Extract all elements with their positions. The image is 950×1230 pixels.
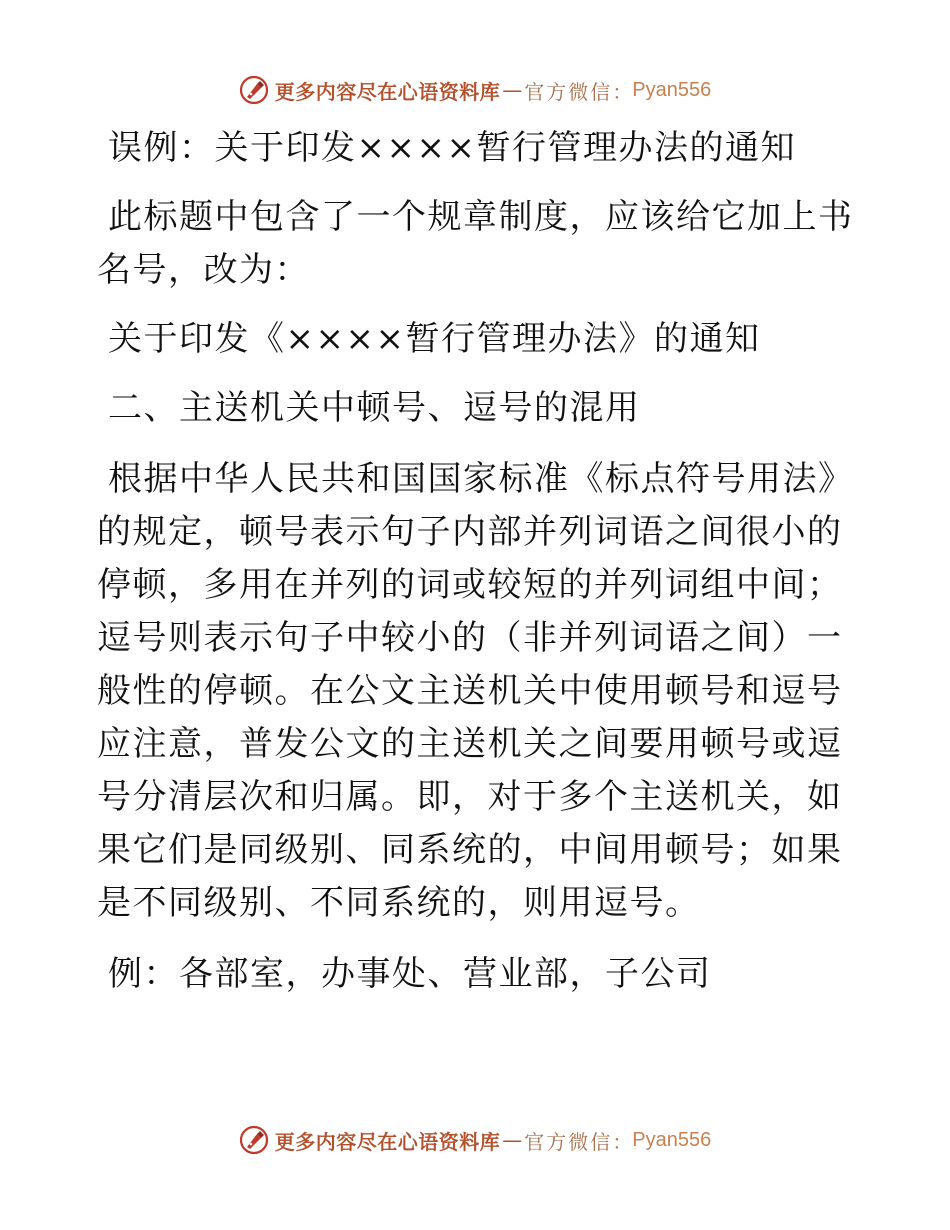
watermark-official-text: 官方微信 <box>524 1129 613 1154</box>
document-body <box>97 122 857 1001</box>
watermark-site-text: 更多内容尽在心语资料库 <box>274 79 501 104</box>
example-paragraph: 例：各部室，办事处、营业部，子公司 <box>108 954 712 994</box>
pen-nib-logo-icon <box>239 75 269 105</box>
watermark-official-text: 官方微信 <box>524 79 613 104</box>
pen-nib-logo-icon <box>239 1125 269 1155</box>
header-watermark <box>0 68 950 112</box>
corrected-title-paragraph: 关于印发《××××暂行管理办法》的通知 <box>108 319 761 359</box>
wrong-example-paragraph: 误例：关于印发××××暂行管理办法的通知 <box>108 128 796 168</box>
section-heading: 二、主送机关中顿号、逗号的混用 <box>108 388 641 428</box>
watermark-dash: — <box>502 78 523 102</box>
footer-watermark <box>0 1118 950 1162</box>
rule-paragraph: 根据中华人民共和国国家标准《标点符号用法》的规定，顿号表示句子内部并列词语之间很小的停顿，多用在并列的词或较短的并列词组中间；逗号则表示句子中较小的（非并列词语之间）一般性的停顿。在公文主送机关中使用顿号和逗号应注意，普发公文的主送机关之间要用顿号或逗号分清层次和归属。即，对于多个主送机关，如果它们是同级别、同系统的，中间用顿号；如果是不同级别、不同系统的，则用逗号。 <box>97 459 854 923</box>
watermark-separator: ： <box>612 1129 633 1154</box>
watermark-dash: — <box>502 1128 523 1152</box>
watermark-wechat-id: Pyan556 <box>632 1128 712 1151</box>
explanation-paragraph: 此标题中包含了一个规章制度，应该给它加上书名号，改为： <box>97 197 854 290</box>
watermark-separator: ： <box>612 79 633 104</box>
watermark-site-text: 更多内容尽在心语资料库 <box>274 1129 501 1154</box>
watermark-wechat-id: Pyan556 <box>632 78 712 101</box>
